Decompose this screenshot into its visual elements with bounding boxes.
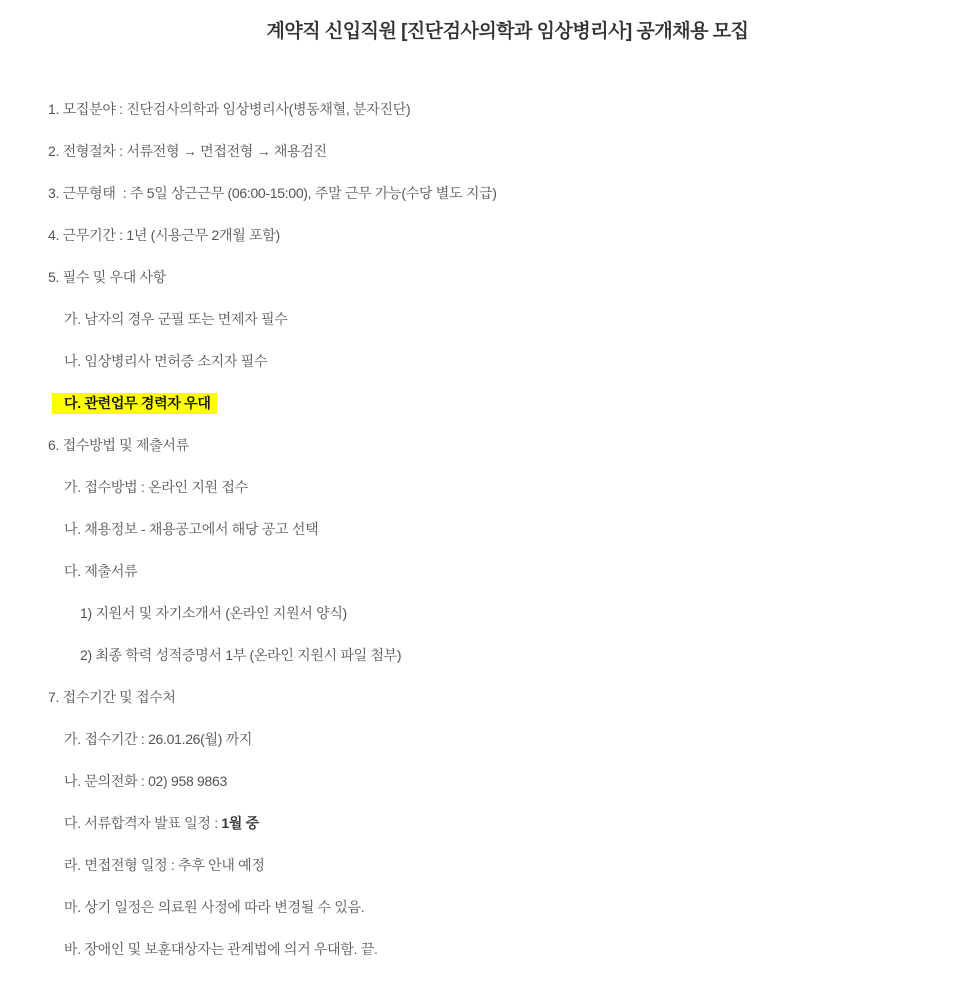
document-line: 다. 제출서류 [64,563,138,579]
document-line: 바. 장애인 및 보훈대상자는 관계법에 의거 우대함. 끝. [64,941,378,957]
document-line: 가. 접수기간 : 26.01.26(월) 까지 [64,731,253,747]
document-line: 마. 상기 일정은 의료원 사정에 따라 변경될 수 있음. [64,899,365,915]
document-line: 나. 임상병리사 면허증 소지자 필수 [64,353,268,369]
document-line: 6. 접수방법 및 제출서류 [48,437,189,453]
document-line: 5. 필수 및 우대 사항 [48,269,167,285]
document-body [0,101,975,957]
document-line: 다. 서류합격자 발표 일정 : 1월 중 [64,815,259,831]
document-line: 나. 채용정보 - 채용공고에서 해당 공고 선택 [64,521,319,537]
document-line: 가. 남자의 경우 군필 또는 면제자 필수 [64,311,288,327]
document-line: 2. 전형절차 : 서류전형 → 면접전형 → 채용검진 [48,143,327,159]
document-line: 3. 근무형태 : 주 5일 상근근무 (06:00-15:00), 주말 근무 가능(수당 별도 지급) [48,185,497,201]
document-line: 1) 지원서 및 자기소개서 (온라인 지원서 양식) [80,605,347,621]
document-line: 7. 접수기간 및 접수처 [48,689,176,705]
bold-segment: 1월 중 [221,815,259,831]
document-line: 2) 최종 학력 성적증명서 1부 (온라인 지원시 파일 첨부) [80,647,402,663]
page-title: 계약직 신입직원 [진단검사의학과 임상병리사] 공개채용 모집 [266,21,749,42]
document-line: 라. 면접전형 일정 : 추후 안내 예정 [64,857,265,873]
document-line-highlighted [0,395,975,411]
document-line: 나. 문의전화 : 02) 958 9863 [64,773,227,789]
highlight-mark: 다. 관련업무 경력자 우대 [52,393,217,414]
document-line: 4. 근무기간 : 1년 (시용근무 2개월 포함) [48,227,280,243]
document-line: 가. 접수방법 : 온라인 지원 접수 [64,479,248,495]
document-line: 1. 모집분야 : 진단검사의학과 임상병리사(병동채혈, 분자진단) [48,101,411,117]
